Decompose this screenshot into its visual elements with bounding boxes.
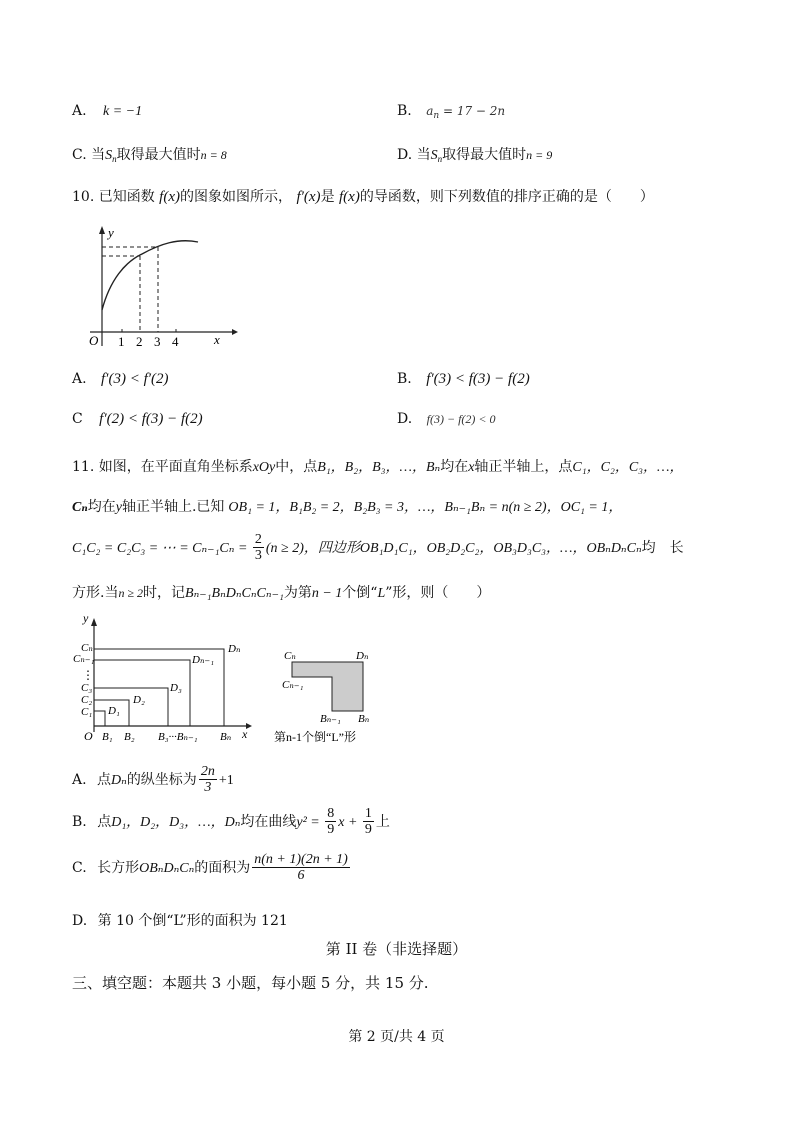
label-bn: Bₙ — [358, 713, 370, 725]
q11-stem-line2: Cₙ均在y轴正半轴上.已知 OB₁ = 1，B₁B₂ = 2，B₂B₃ = 3，…，Bₙ₋₁Bₙ = n(n ≥ 2)，OC₁ = 1， — [72, 499, 623, 515]
fraction-area: $\frac{n(n + 1)(2n + 1)}{6}$ — [254, 852, 348, 884]
q10-option-a: A. f′(3) < f′(2) — [72, 371, 169, 387]
q11-rectangles-figure — [70, 614, 260, 746]
vertical-dots: ⋮ — [82, 668, 94, 682]
x-label: x — [214, 332, 220, 347]
q11-inverted-l-figure — [272, 644, 402, 746]
label-d2: D₂ — [133, 694, 145, 706]
label-cn-1: Cₙ₋₁ — [73, 653, 95, 665]
fraction-2n-over-3: $\frac{2n}{3}$ — [200, 764, 215, 796]
tick-label-2: 2 — [136, 334, 143, 349]
q9-option-b: B. $a_n = 17 - 2n$ — [397, 103, 506, 121]
label-bn: Bₙ — [220, 731, 232, 743]
fraction-8-9: $\frac{8}{9}$ — [327, 806, 335, 838]
label-cn: Cₙ — [284, 650, 296, 662]
tick-label-3: 3 — [154, 334, 161, 349]
label-d1: D₁ — [108, 705, 120, 717]
section-title: 第 II 卷（非选择题） — [325, 940, 468, 958]
fraction-1-9: $\frac{1}{9}$ — [364, 806, 372, 838]
x-axis-arrow — [232, 329, 238, 335]
page-footer: 第 2 页/共 4 页 — [348, 1029, 445, 1045]
origin-label: O — [89, 333, 99, 348]
label-b2: B₂ — [124, 731, 135, 743]
section-3-heading: 三、填空题：本题共 3 小题，每小题 5 分，共 15 分. — [72, 974, 429, 992]
y-axis-arrow — [91, 618, 97, 626]
label-c1: C₁ — [81, 706, 93, 718]
label-cn: Cₙ — [81, 642, 93, 654]
q11-option-a: A. 点Dₙ的纵坐标为 $\frac{2n}{3}$ +1 — [72, 764, 234, 796]
label-b3-bn-1: B₃···Bₙ₋₁ — [158, 731, 198, 743]
q11-stem-line3: C₁C₂ = C₂C₃ = ⋯ = Cₙ₋₁Cₙ = $\frac{2}{3}$ (n ≥ 2)，四边形OB₁D₁C₁，OB₂D₂C₂，OB₃D₃C₃，…，OBₙDₙCₙ均 长 — [72, 532, 684, 564]
q9-option-d: D. 当$S_n$取得最大值时n = 9 — [397, 147, 553, 164]
q10-function-graph — [80, 222, 240, 350]
x-label: x — [242, 727, 248, 741]
q10-option-b: B. f′(3) < f(3) − f(2) — [397, 371, 530, 387]
fraction-two-thirds: $\frac{2}{3}$ — [254, 532, 262, 564]
q10-option-c: C f′(2) < f(3) − f(2) — [72, 411, 203, 427]
origin-label: O — [84, 729, 93, 743]
q9-option-c: C. 当$S_n$取得最大值时n = 8 — [72, 147, 227, 164]
function-curve — [102, 241, 198, 310]
y-label: y — [108, 225, 114, 240]
tick-label-1: 1 — [118, 334, 125, 349]
q11-stem-line1: 11. 如图，在平面直角坐标系xOy中，点B₁，B₂，B₃，…，Bₙ均在x轴正半轴上，点C₁，C₂，C₃，…， — [72, 459, 684, 475]
q10-option-d: D. f(3) − f(2) < 0 — [397, 411, 496, 427]
label-dn-1: Dₙ₋₁ — [192, 654, 215, 666]
q9-option-a: A. k = −1 — [72, 103, 143, 119]
label-cn-1: Cₙ₋₁ — [282, 679, 304, 691]
label-c2: C₂ — [81, 694, 93, 706]
rect-1 — [94, 711, 105, 726]
label-c3: C₃ — [81, 682, 93, 694]
label-b1: B₁ — [102, 731, 113, 743]
label-d3: D₃ — [170, 682, 182, 694]
tick-label-4: 4 — [172, 334, 179, 349]
y-axis-arrow — [99, 226, 105, 234]
y-label: y — [83, 614, 89, 625]
figure-caption: 第n-1个倒“L”形 — [274, 730, 356, 744]
q11-option-d: D. 第 10 个倒“L”形的面积为 121 — [72, 913, 288, 929]
q10-stem: 10. 已知函数 f(x)的图象如图所示， f′(x)是 f(x)的导函数，则下列数值的排序正确的是（ ） — [72, 189, 654, 205]
label-bn-1: Bₙ₋₁ — [320, 713, 341, 725]
q11-stem-line4: 方形.当n ≥ 2时，记Bₙ₋₁BₙDₙCₙCₙ₋₁为第n − 1个倒“L”形，则（ ） — [72, 585, 491, 601]
label-dn: Dₙ — [228, 643, 241, 655]
label-dn: Dₙ — [356, 650, 369, 662]
q11-option-b: B. 点D₁，D₂，D₃，…，Dₙ均在曲线y² = $\frac{8}{9}$ x + $\frac{1}{9}$ 上 — [72, 806, 390, 838]
q11-option-c: C. 长方形OBₙDₙCₙ的面积为 $\frac{n(n + 1)(2n + 1)}{6}$ — [72, 852, 348, 884]
